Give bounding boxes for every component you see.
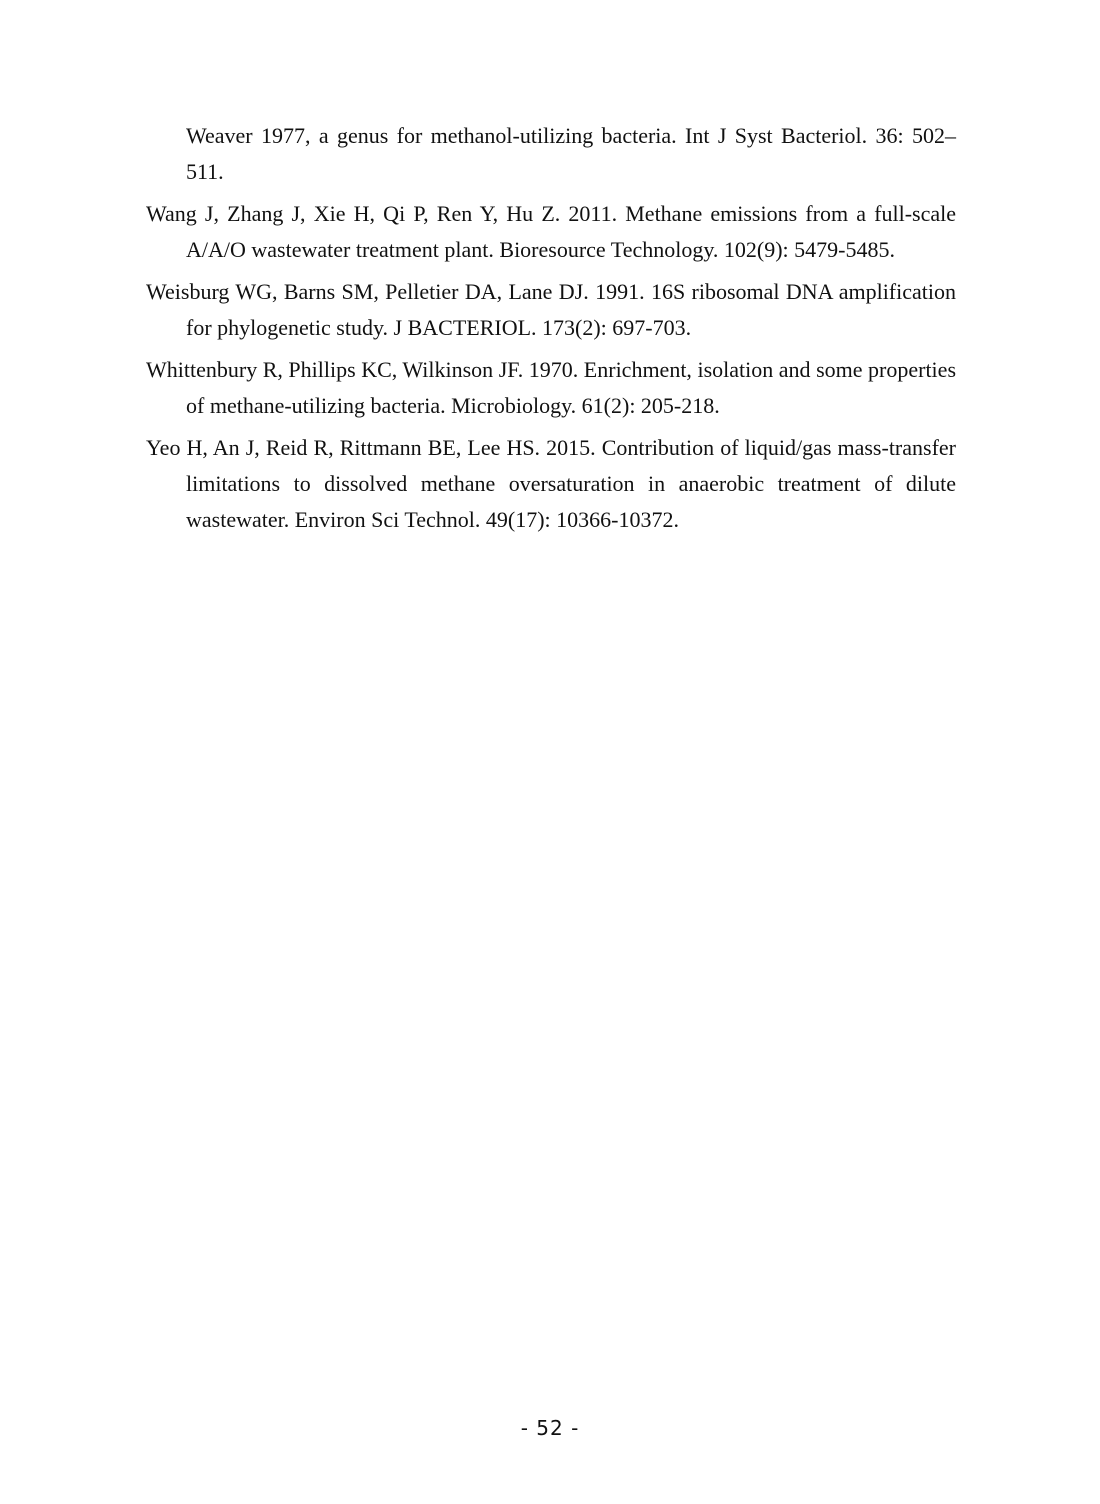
reference-entry-whittenbury: Whittenbury R, Phillips KC, Wilkinson JF. 1970. Enrichment, isolation and some properties of methane-utilizing bacteria. Microbiology. 61(2): 205-218.: [146, 357, 956, 418]
reference-entry-wang: Wang J, Zhang J, Xie H, Qi P, Ren Y, Hu Z. 2011. Methane emissions from a full-scale A/A/O wastewater treatment plant. Bioresource Technology. 102(9): 5479-5485.: [146, 201, 956, 262]
reference-list: [146, 118, 956, 544]
reference-entry-weaver: Weaver 1977, a genus for methanol-utilizing bacteria. Int J Syst Bacteriol. 36: 502–511.: [186, 123, 956, 184]
reference-entry-yeo: Yeo H, An J, Reid R, Rittmann BE, Lee HS. 2015. Contribution of liquid/gas mass-transfer limitations to dissolved methane oversaturation in anaerobic treatment of dilute wastewater. Environ Sci Technol. 49(17): 10366-10372.: [146, 435, 956, 532]
reference-entry-weisburg: Weisburg WG, Barns SM, Pelletier DA, Lane DJ. 1991. 16S ribosomal DNA amplification for phylogenetic study. J BACTERIOL. 173(2): 697-703.: [146, 279, 956, 340]
page-number: - 52 -: [520, 1416, 580, 1440]
